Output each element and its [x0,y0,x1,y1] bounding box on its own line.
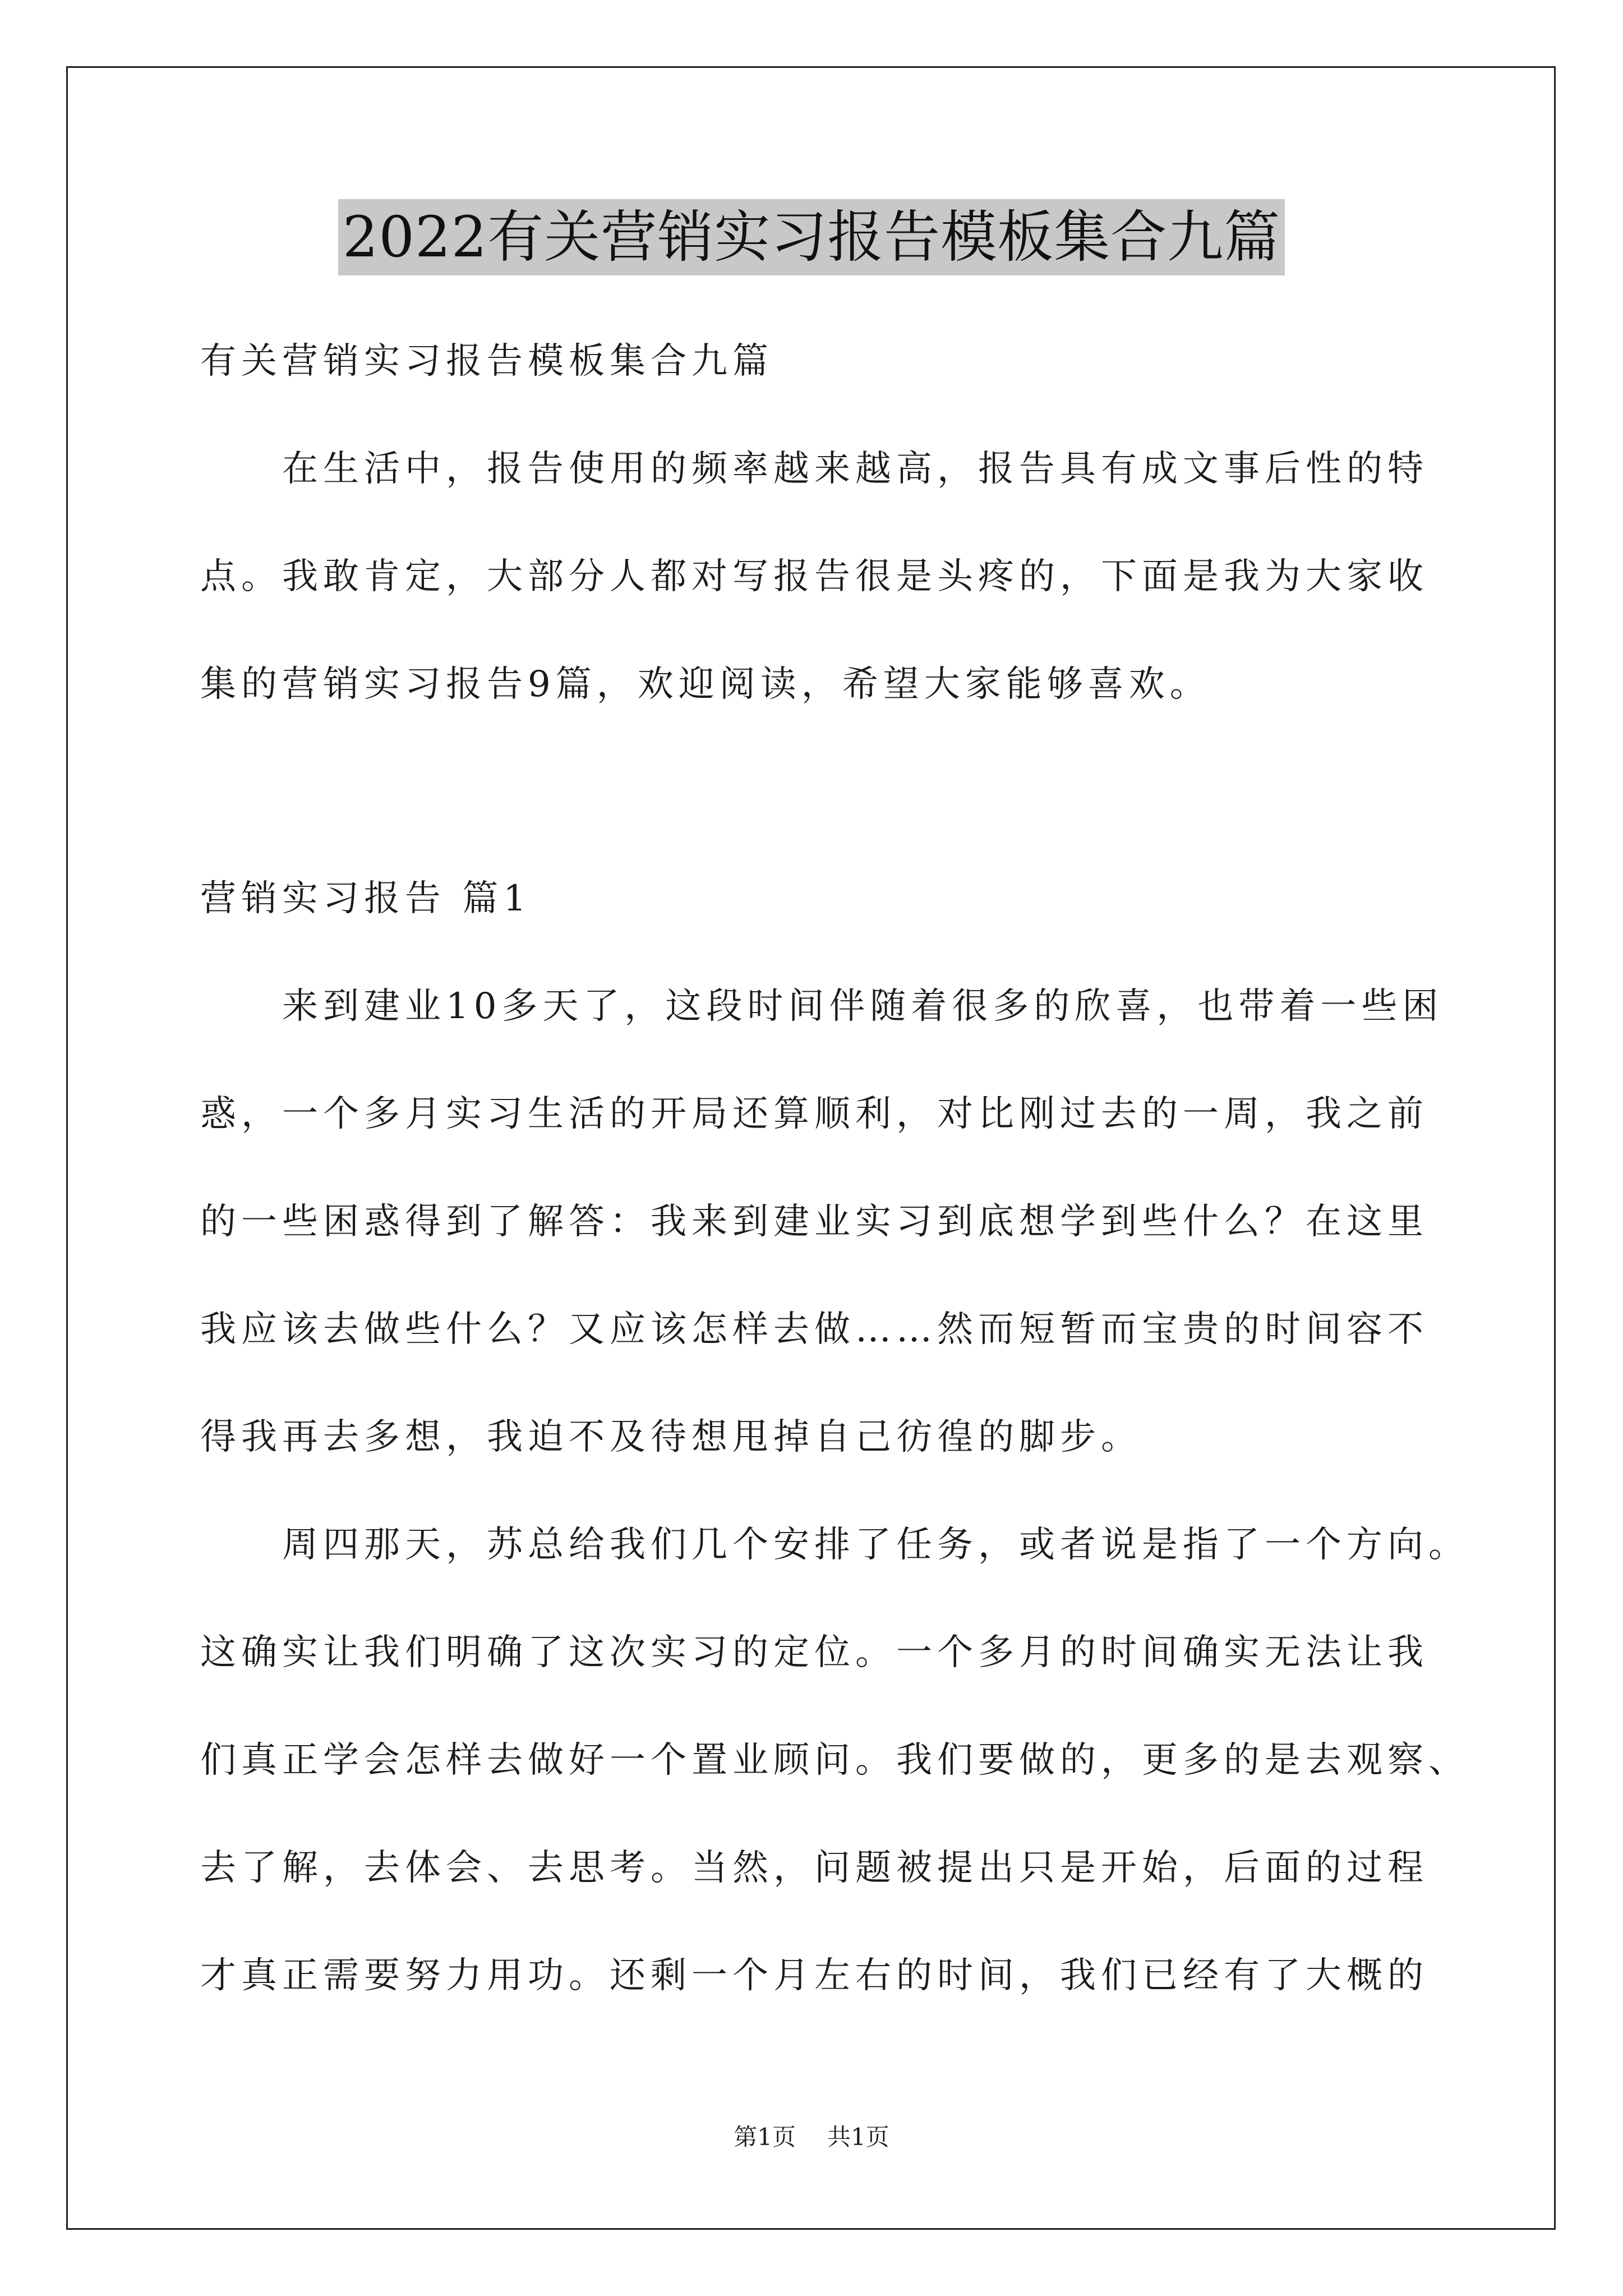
section-heading: 营销实习报告 篇1 [200,878,532,919]
paragraph-line: 们真正学会怎样去做好一个置业顾问。我们要做的，更多的是去观察、 [200,1740,1469,1781]
page-number-total: 共1页 [827,2123,889,2151]
paragraph-line: 周四那天，苏总给我们几个安排了任务，或者说是指了一个方向。 [200,1524,1469,1566]
intro-line: 点。我敢肯定，大部分人都对写报告很是头疼的，下面是我为大家收 [200,556,1428,597]
paragraph-line: 来到建业10多天了，这段时间伴随着很多的欣喜，也带着一些困 [200,986,1444,1027]
paragraph-line: 惑，一个多月实习生活的开局还算顺利，对比刚过去的一周，我之前 [200,1093,1428,1135]
intro-line: 在生活中，报告使用的频率越来越高，报告具有成文事后性的特 [200,448,1428,490]
paragraph-line: 才真正需要努力用功。还剩一个月左右的时间，我们已经有了大概的 [200,1955,1428,1996]
document-title: 2022有关营销实习报告模板集合九篇 [338,199,1285,275]
intro-line: 集的营销实习报告9篇，欢迎阅读，希望大家能够喜欢。 [200,664,1211,705]
paragraph-line: 去了解，去体会、去思考。当然，问题被提出只是开始，后面的过程 [200,1847,1428,1889]
document-subtitle: 有关营销实习报告模板集合九篇 [200,341,773,382]
title-container [0,199,1623,275]
paragraph-line: 我应该去做些什么？又应该怎样去做……然而短暂而宝贵的时间容不 [200,1309,1428,1350]
page-number-current: 第1页 [734,2123,796,2151]
paragraph-line: 得我再去多想，我迫不及待想甩掉自己彷徨的脚步。 [200,1416,1142,1458]
page-footer [0,2120,1623,2154]
paragraph-line: 的一些困惑得到了解答：我来到建业实习到底想学到些什么？在这里 [200,1201,1428,1243]
section-spacer [200,738,1451,845]
document-body [200,307,1469,2030]
paragraph-line: 这确实让我们明确了这次实习的定位。一个多月的时间确实无法让我 [200,1632,1428,1673]
